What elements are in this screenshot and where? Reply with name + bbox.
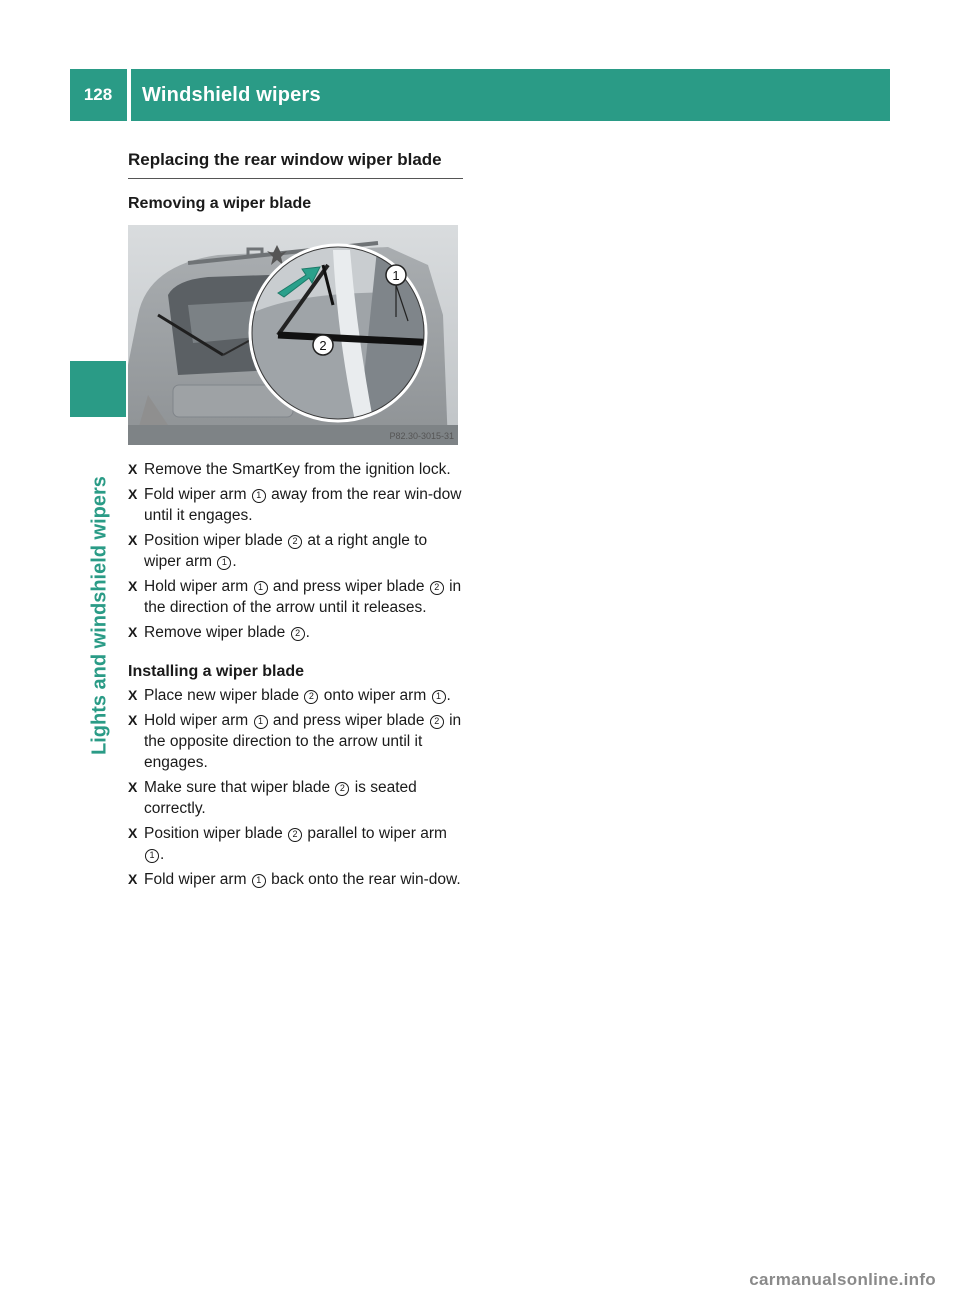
step-text: away from the rear win-dow until it engages. bbox=[144, 486, 462, 524]
step-bullet: X bbox=[128, 871, 138, 887]
step-bullet: X bbox=[128, 461, 138, 477]
step-text: Remove wiper blade bbox=[144, 624, 290, 641]
callout-reference: 1 bbox=[217, 556, 231, 570]
callout-reference: 2 bbox=[288, 828, 302, 842]
callout-2 bbox=[313, 335, 333, 355]
step-text: back onto the rear win-dow. bbox=[266, 871, 461, 888]
side-marker bbox=[70, 361, 126, 417]
step-text: Make sure that wiper blade bbox=[144, 779, 335, 796]
figure-code: P82.30-3015-31 bbox=[389, 431, 454, 441]
callout-reference: 1 bbox=[432, 690, 446, 704]
wiper-blade-illustration bbox=[128, 225, 458, 445]
callout-1 bbox=[386, 265, 406, 285]
callout-reference: 1 bbox=[254, 581, 268, 595]
callout-reference: 1 bbox=[252, 874, 266, 888]
step-item bbox=[128, 710, 463, 773]
step-bullet: X bbox=[128, 624, 138, 640]
step-text: Remove the SmartKey from the ignition lock. bbox=[144, 461, 451, 478]
callout-reference: 2 bbox=[291, 627, 305, 641]
step-text: Fold wiper arm bbox=[144, 486, 251, 503]
step-text: in the direction of the arrow until it releases. bbox=[144, 578, 462, 616]
section-title: Replacing the rear window wiper blade bbox=[128, 150, 463, 179]
callout-reference: 2 bbox=[304, 690, 318, 704]
step-text: Hold wiper arm bbox=[144, 712, 253, 729]
step-text: . bbox=[305, 624, 310, 641]
page-header bbox=[70, 69, 890, 121]
step-text: Fold wiper arm bbox=[144, 871, 251, 888]
step-text: . bbox=[446, 687, 451, 704]
step-bullet: X bbox=[128, 712, 138, 728]
step-bullet: X bbox=[128, 578, 138, 594]
side-chapter-tab: Lights and windshield wipers bbox=[88, 476, 111, 755]
step-bullet: X bbox=[128, 532, 138, 548]
step-item bbox=[128, 622, 463, 643]
header-divider bbox=[127, 69, 131, 121]
callout-reference: 2 bbox=[335, 782, 349, 796]
step-text: Position wiper blade bbox=[144, 825, 288, 842]
step-text: . bbox=[232, 553, 237, 570]
step-text: Hold wiper arm bbox=[144, 578, 253, 595]
step-bullet: X bbox=[128, 687, 138, 703]
step-item bbox=[128, 576, 463, 618]
callout-reference: 2 bbox=[430, 715, 444, 729]
svg-text:1: 1 bbox=[392, 268, 400, 283]
svg-text:2: 2 bbox=[319, 338, 327, 353]
callout-reference: 1 bbox=[254, 715, 268, 729]
installing-heading: Installing a wiper blade bbox=[128, 663, 305, 680]
step-text: is seated correctly. bbox=[144, 779, 417, 817]
step-text: Place new wiper blade bbox=[144, 687, 304, 704]
step-item bbox=[128, 459, 463, 480]
step-text: parallel to wiper arm bbox=[303, 825, 447, 842]
step-item bbox=[128, 685, 463, 706]
step-item bbox=[128, 530, 463, 572]
step-text: in the opposite direction to the arrow until it engages. bbox=[144, 712, 462, 771]
removing-steps bbox=[128, 459, 463, 643]
step-text: onto wiper arm bbox=[319, 687, 431, 704]
step-bullet: X bbox=[128, 486, 138, 502]
step-text: and press wiper blade bbox=[268, 712, 429, 729]
removing-heading: Removing a wiper blade bbox=[128, 195, 312, 212]
callout-reference: 1 bbox=[145, 849, 159, 863]
main-content bbox=[128, 150, 463, 894]
step-item bbox=[128, 777, 463, 819]
step-bullet: X bbox=[128, 779, 138, 795]
step-text: . bbox=[160, 846, 165, 863]
chapter-title: Windshield wipers bbox=[142, 83, 321, 106]
callout-reference: 2 bbox=[288, 535, 302, 549]
step-item bbox=[128, 484, 463, 526]
step-bullet: X bbox=[128, 825, 138, 841]
callout-reference: 2 bbox=[430, 581, 444, 595]
step-text: and press wiper blade bbox=[268, 578, 429, 595]
installing-steps bbox=[128, 685, 463, 890]
watermark: carmanualsonline.info bbox=[749, 1270, 936, 1289]
callout-reference: 1 bbox=[252, 489, 266, 503]
step-item bbox=[128, 869, 463, 890]
step-text: at a right angle to wiper arm bbox=[144, 532, 428, 570]
step-text: Position wiper blade bbox=[144, 532, 288, 549]
step-item bbox=[128, 823, 463, 865]
page-number: 128 bbox=[83, 85, 113, 104]
